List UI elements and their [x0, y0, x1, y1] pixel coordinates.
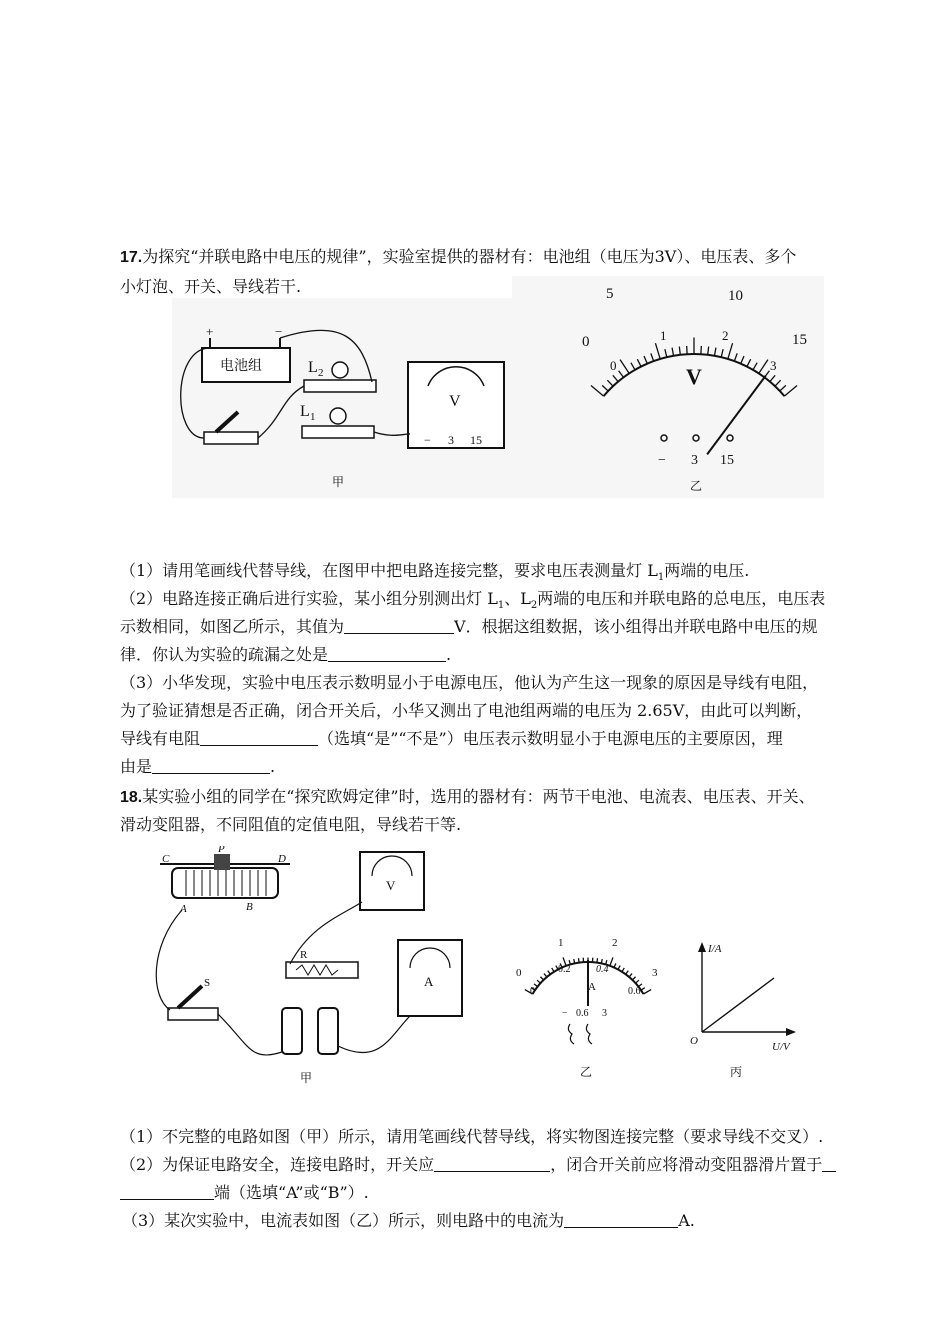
q17-intro-line-1 [120, 246, 796, 269]
q17-p3-line-1 [120, 672, 818, 694]
q18-number: 18. [120, 789, 143, 806]
q18-fig-jia-caption: 甲 [300, 1071, 313, 1085]
amm-unit: A [588, 981, 596, 993]
voltmeter-letter: V [449, 393, 461, 410]
bing-line [702, 978, 774, 1032]
q18-p3-text-b: A. [678, 1211, 695, 1230]
lamp-l1-bulb [330, 408, 346, 424]
q17-fig-jia-caption: 甲 [332, 475, 345, 489]
q17-p2-line2-text-b: V．根据这组数据，该小组得出并联电路中电压的规 [454, 617, 818, 636]
amm-lower-04: 0.4 [596, 964, 609, 975]
rheostat-label-a: A [180, 903, 187, 915]
q18-p3 [122, 1210, 695, 1232]
amm-upper-1: 1 [558, 937, 564, 949]
q18-p2-text-b: ，闭合开关前应将滑动变阻器滑片置于 [550, 1155, 823, 1174]
dial-upper-5: 5 [606, 286, 614, 302]
dial-upper-zero: 0 [582, 334, 590, 350]
dial-tick [552, 968, 554, 972]
amm-upper-0: 0 [516, 967, 522, 979]
dial-tick [610, 957, 613, 965]
rheostat-body [172, 868, 278, 898]
lamp-l2-letter: L [308, 359, 318, 376]
q18-fig-bing-caption: 丙 [730, 1065, 743, 1079]
q18-p2-text-a: （2）为保证电路安全，连接电路时，开关应 [120, 1155, 435, 1174]
q18-answer-blank-current[interactable] [564, 1211, 678, 1228]
q18-intro-text-2: 滑动变阻器，不同阻值的定值电阻，导线若干等. [120, 815, 462, 834]
dial-upper-15: 15 [792, 332, 807, 348]
dial-tick [537, 980, 540, 983]
lamp-l1-sub: 1 [310, 411, 316, 423]
terminal-15-label: 15 [720, 453, 734, 468]
q17-p2-text-b: 、L [504, 589, 531, 608]
amm-upper-3: 3 [652, 967, 658, 979]
q18-switch-base [168, 1008, 218, 1020]
q17-p2-line-1 [120, 588, 825, 617]
dial-lower-2: 2 [722, 328, 729, 343]
amm-lower-06: 0.6 [628, 986, 641, 997]
dial-tick [629, 974, 632, 977]
q18-p2-line2-text: 端（选填“A”或“B”）. [214, 1183, 369, 1202]
q17-p3-line3-text-a: 导线有电阻 [120, 729, 201, 748]
dial-lower-0: 0 [610, 358, 617, 373]
amm-terminal-neg: − [562, 1008, 568, 1019]
q17-p3-text-1: （3）小华发现，实验中电压表示数明显小于电源电压，他认为产生这一现象的原因是导线有电阻， [120, 673, 819, 692]
q18-p1 [120, 1126, 823, 1148]
q18-switch-label: S [204, 977, 211, 989]
q17-intro-text-1: 为探究“并联电路中电压的规律”，实验室提供的器材有：电池组（电压为3V）、电压表、多个 [142, 247, 797, 266]
q17-p2-sub1: 1 [497, 600, 505, 612]
rheostat-label-d: D [278, 853, 286, 865]
q18-intro-line-2 [120, 814, 461, 836]
q17-answer-blank-is-cause[interactable] [200, 729, 318, 746]
dial-tick [618, 966, 620, 970]
dial-tick [574, 959, 575, 963]
q18-ammeter-letter: A [424, 974, 434, 989]
dial-tick [540, 977, 543, 980]
q17-p2-line-3 [120, 644, 451, 666]
q18-intro-line-1 [120, 786, 815, 809]
bing-origin: O [690, 1035, 698, 1047]
q17-figure-yi [512, 276, 824, 498]
q17-fig-yi-caption: 乙 [690, 479, 703, 493]
q17-p3-line-3 [120, 728, 783, 750]
rheostat-slider [214, 854, 230, 870]
q18-p2-line-2 [120, 1182, 369, 1204]
q17-p1-text-a: （1）请用笔画线代替导线，在图甲中把电路连接完整，要求电压表测量灯 L [120, 561, 658, 580]
rheostat-label-p: P [218, 846, 225, 855]
q17-answer-blank-voltage[interactable] [344, 617, 454, 634]
q17-p2-line3-text-a: 律．你认为实验的疏漏之处是 [120, 645, 329, 664]
q17-p2-line-2 [120, 616, 818, 638]
bing-y-label: I/A [708, 943, 722, 955]
rheostat-label-b: B [246, 901, 253, 913]
dial-tick [548, 971, 551, 975]
q18-voltmeter-letter: V [386, 878, 396, 893]
q17-p1-text-b: 两端的电压. [664, 561, 750, 580]
battery-label: 电池组 [220, 359, 262, 374]
voltmeter-terminal-15: 15 [470, 433, 482, 447]
dial-tick [601, 959, 602, 963]
battery-minus: − [275, 324, 283, 339]
q18-answer-blank-slider-pos-a[interactable] [822, 1155, 836, 1172]
dial-tick [614, 963, 616, 967]
lamp-l2-bulb [332, 362, 348, 378]
dial-upper-10: 10 [728, 288, 743, 304]
voltmeter-terminal-neg: − [424, 433, 431, 447]
q17-answer-blank-flaw[interactable] [328, 645, 446, 662]
resistor-r [286, 962, 358, 978]
switch-base [204, 432, 258, 444]
dial-tick [544, 974, 547, 977]
q17-p1-sub: 1 [657, 572, 665, 584]
dial-tick [643, 990, 651, 994]
q18-figure-bing [688, 940, 800, 1080]
q17-p3-line3-text-b: （选填“是”“不是”）电压表示数明显小于电源电压的主要原因，理 [318, 729, 783, 748]
dial-tick [636, 980, 639, 983]
terminal-neg-label: − [658, 453, 666, 468]
voltmeter-terminal-3: 3 [448, 433, 454, 447]
q18-p2-line-1 [120, 1154, 836, 1176]
battery-plus: + [206, 324, 214, 339]
battery-cell-1 [282, 1008, 302, 1054]
q17-intro-line-2 [120, 276, 301, 298]
q18-intro-text-1: 某实验小组的同学在“探究欧姆定律”时，选用的器材有：两节干电池、电流表、电压表、开关、 [142, 787, 815, 806]
dial-tick [578, 958, 579, 962]
q18-answer-blank-slider-pos-b[interactable] [120, 1183, 214, 1200]
q17-number: 17. [120, 249, 143, 266]
amm-terminal-3: 3 [602, 1008, 607, 1019]
q18-p1-text: （1）不完整的电路如图（甲）所示，请用笔画线代替导线，将实物图连接完整（要求导线不交叉）. [120, 1127, 824, 1146]
resistor-label: R [300, 949, 308, 961]
q17-p3-line4-text-b: . [270, 757, 276, 776]
dial-lower-3: 3 [770, 358, 777, 373]
amm-terminal-06: 0.6 [576, 1008, 589, 1019]
q18-answer-blank-switch-state[interactable] [434, 1155, 550, 1172]
q18-figure-yi [508, 928, 668, 1080]
q17-p2-line2-text-a: 示数相同，如图乙所示，其值为 [120, 617, 345, 636]
q17-p3-line-4 [120, 756, 275, 778]
q18-p3-text-a: （3）某次实验中，电流表如图（乙）所示，则电路中的电流为 [122, 1211, 565, 1230]
lamp-l1-base [302, 426, 374, 438]
lamp-l2-base [304, 380, 376, 392]
q17-p2-text-a: （2）电路连接正确后进行实验，某小组分别测出灯 L [120, 589, 498, 608]
amm-lower-02: 0.2 [558, 964, 571, 975]
dial-tick [632, 977, 635, 980]
amm-upper-2: 2 [612, 937, 618, 949]
q17-p2-line3-text-b: . [446, 645, 452, 664]
battery-cell-2 [318, 1008, 338, 1054]
bing-x-label: U/V [772, 1041, 790, 1053]
lamp-l1-letter: L [300, 403, 310, 420]
q18-figure-jia [150, 846, 480, 1088]
lamp-l2-sub: 2 [318, 367, 324, 379]
q17-p3-line-2 [120, 700, 812, 722]
dial-unit: V [686, 364, 702, 389]
q18-fig-yi-caption: 乙 [580, 1065, 593, 1079]
q17-intro-text-2: 小灯泡、开关、导线若干. [120, 277, 302, 296]
q17-p3-text-2: 为了验证猜想是否正确，闭合开关后，小华又测出了电池组两端的电压为 2.65V，由此可以判断， [120, 701, 813, 720]
q18-switch-lever [178, 986, 202, 1008]
amm-lower-0: 0 [530, 986, 535, 997]
rheostat-label-c: C [162, 853, 170, 865]
dial-lower-1: 1 [660, 328, 667, 343]
q17-figure-jia [172, 298, 512, 498]
dial-tick [626, 971, 629, 975]
q17-p2-sub2: 2 [530, 600, 538, 612]
dial-tick [597, 958, 598, 962]
terminal-3-label: 3 [691, 453, 698, 468]
dial-tick [622, 968, 624, 972]
q17-p1 [120, 560, 749, 589]
dial-tick [641, 988, 645, 991]
q17-answer-blank-reason[interactable] [152, 757, 270, 774]
q17-p3-line4-text-a: 由是 [120, 757, 153, 776]
q17-p2-text-c: 两端的电压和并联电路的总电压，电压表 [537, 589, 826, 608]
